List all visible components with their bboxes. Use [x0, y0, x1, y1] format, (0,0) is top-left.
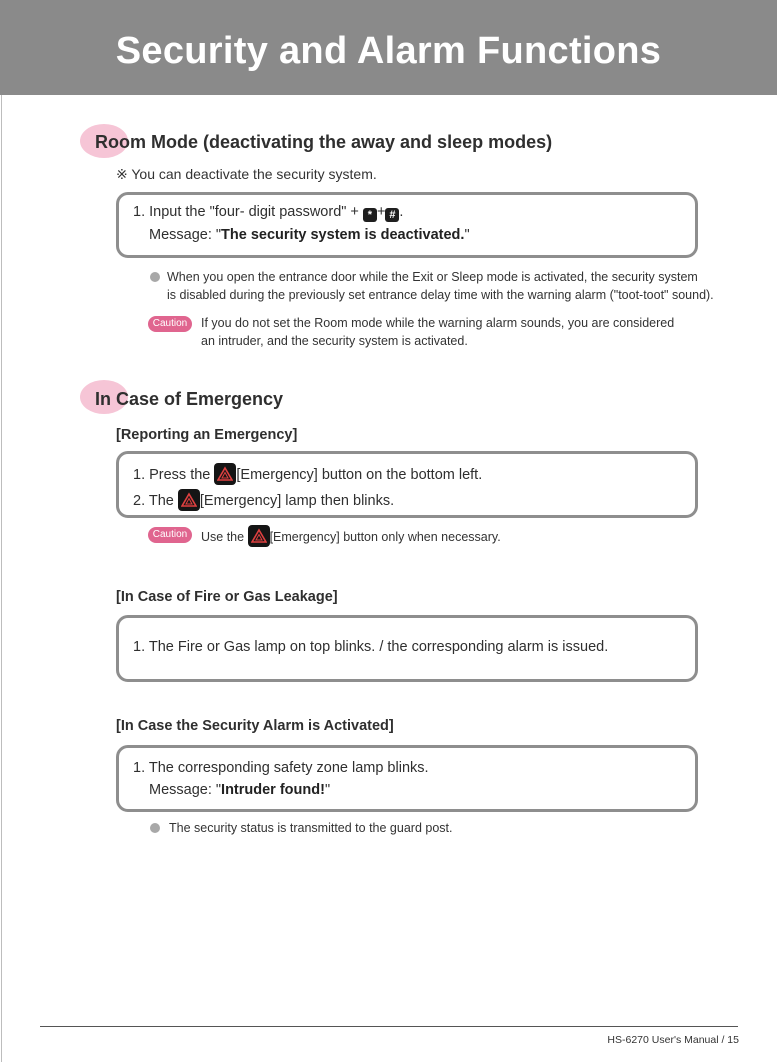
plus-sign: +	[376, 204, 386, 220]
fire-heading: [In Case of Fire or Gas Leakage]	[116, 589, 338, 605]
step-text: 2. The	[133, 493, 178, 509]
step-text: 1. Press the	[133, 467, 215, 483]
room-mode-bullet	[167, 268, 714, 304]
message-end: "	[324, 782, 331, 798]
step-text: 1. Input the "four- digit password" +	[133, 204, 363, 220]
caution-text: Use the	[201, 530, 248, 544]
star-key-icon: *	[363, 208, 377, 222]
page-header	[0, 0, 777, 95]
room-mode-step-1	[133, 204, 403, 222]
section-title-room-mode: Room Mode (deactivating the away and sleep modes)	[95, 132, 553, 152]
message-label: Message: "	[149, 782, 222, 798]
caution-line: an intruder, and the security system is activated.	[201, 334, 468, 348]
section-title-emergency: In Case of Emergency	[95, 389, 284, 409]
page-title: Security and Alarm Functions	[115, 30, 662, 72]
emergency-warning-icon	[248, 525, 270, 547]
message-bold: Intruder found!	[221, 782, 325, 798]
footer-rule	[40, 1026, 738, 1027]
caution-badge: Caution	[148, 527, 192, 543]
footer-text: HS-6270 User's Manual / 15	[607, 1034, 739, 1046]
emergency-warning-icon	[214, 463, 236, 485]
reporting-steps-box	[116, 451, 698, 518]
alarm-message	[149, 782, 330, 798]
caution-text: [Emergency] button only when necessary.	[269, 530, 501, 544]
step-end: .	[399, 204, 404, 220]
hash-key-icon: #	[385, 208, 399, 222]
step-text: [Emergency] lamp then blinks.	[199, 493, 395, 509]
left-margin-line	[1, 95, 2, 1062]
reporting-step-2	[133, 489, 394, 511]
fire-steps-box	[116, 615, 698, 682]
reporting-heading: [Reporting an Emergency]	[116, 427, 298, 443]
bullet-line: is disabled during the previously set entrance delay time with the warning alarm ("toot-toot" sound).	[167, 288, 714, 302]
alarm-steps-box	[116, 745, 698, 812]
alarm-heading: [In Case the Security Alarm is Activated]	[116, 718, 394, 734]
emergency-warning-icon	[178, 489, 200, 511]
room-mode-note: ※ You can deactivate the security system.	[116, 166, 377, 182]
alarm-step-1: 1. The corresponding safety zone lamp blinks.	[133, 760, 429, 776]
bullet-line: When you open the entrance door while the Exit or Sleep mode is activated, the security system	[167, 270, 698, 284]
caution-badge: Caution	[148, 316, 192, 332]
message-label: Message: "	[149, 227, 222, 243]
bullet-dot	[150, 272, 160, 282]
message-bold: The security system is deactivated.	[221, 227, 465, 243]
room-mode-message	[149, 227, 470, 243]
step-text: [Emergency] button on the bottom left.	[236, 467, 483, 483]
reporting-step-1	[133, 463, 482, 485]
message-end: "	[464, 227, 470, 243]
room-mode-steps-box	[116, 192, 698, 258]
bullet-dot	[150, 823, 160, 833]
caution-line: If you do not set the Room mode while the warning alarm sounds, you are considered	[201, 316, 675, 330]
reporting-caution-text	[201, 525, 501, 547]
fire-step-1: 1. The Fire or Gas lamp on top blinks. / the corresponding alarm is issued.	[133, 639, 609, 655]
room-mode-caution-text	[201, 314, 674, 350]
alarm-bullet: The security status is transmitted to the guard post.	[169, 821, 453, 835]
